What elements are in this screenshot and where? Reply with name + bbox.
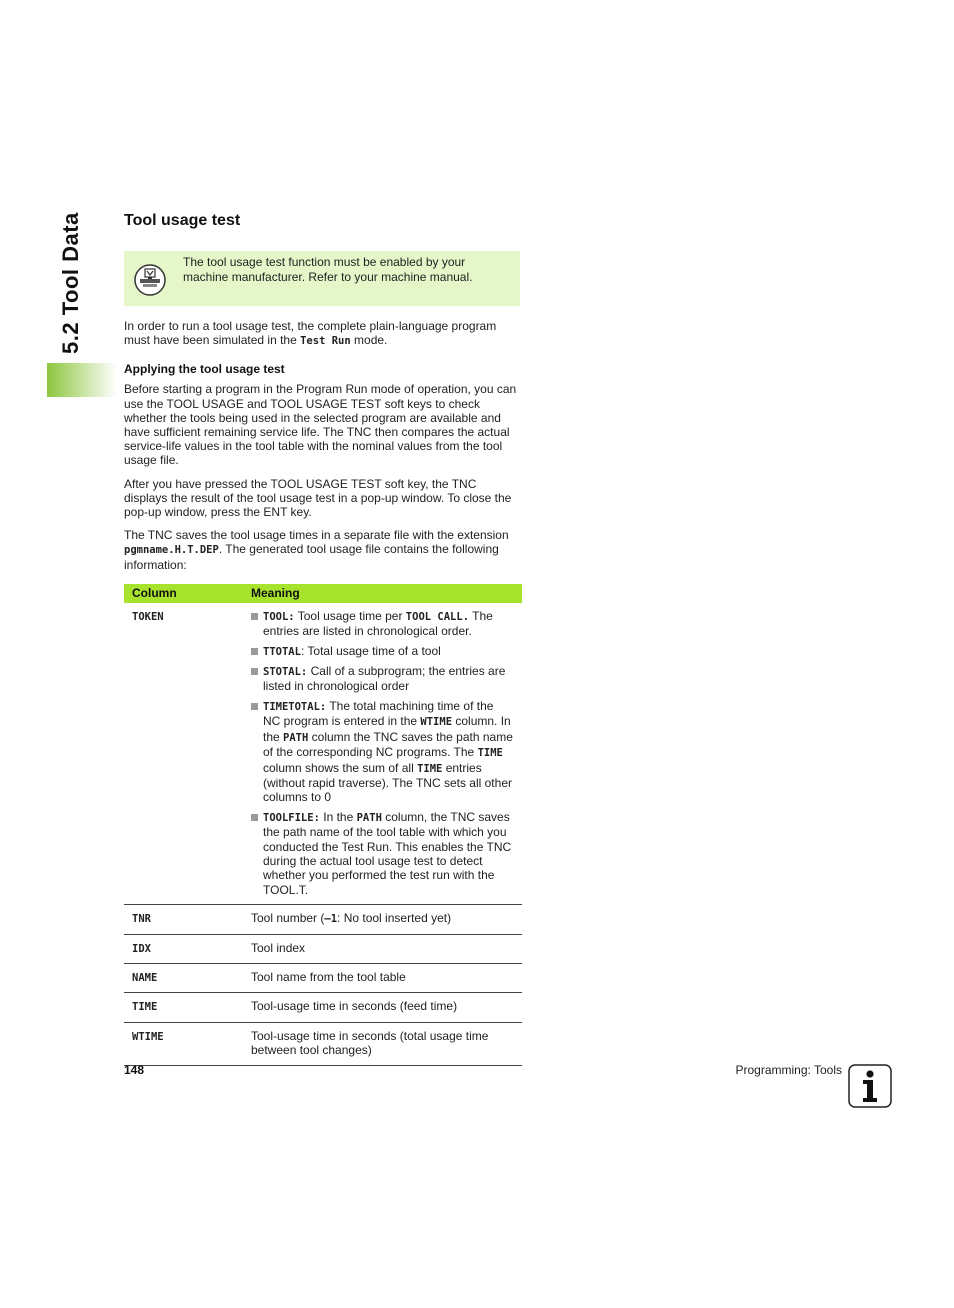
meaning-cell: Tool-usage time in seconds (feed time) bbox=[243, 993, 522, 1022]
column-header: Column bbox=[124, 584, 243, 603]
intro-paragraph: In order to run a tool usage test, the complete plain-language program must have been simulated in the Test Run mode. bbox=[124, 319, 497, 348]
column-name: TOKEN bbox=[132, 610, 164, 623]
page-number: 148 bbox=[124, 1063, 145, 1077]
table-row bbox=[124, 963, 522, 992]
meaning-cell: Tool-usage time in seconds (total usage time between tool changes) bbox=[243, 1022, 522, 1065]
note-text: The tool usage test function must be enabled by your machine manufacturer. Refer to your machine manual. bbox=[183, 255, 473, 284]
table-row bbox=[124, 993, 522, 1022]
table-row bbox=[124, 1022, 522, 1065]
meaning-cell: Tool name from the tool table bbox=[243, 963, 522, 992]
table-row bbox=[124, 905, 522, 934]
main-content bbox=[124, 210, 522, 1066]
list-item: TIMETOTAL: The total machining time of the NC program is entered in the WTIME column. In the PATH column the TNC saves the path name of the corresponding NC programs. The TIME column shows the sum of all TIME entries (without rapid traverse). The TNC sets all other columns to 0 bbox=[251, 699, 514, 805]
column-name: TNR bbox=[132, 913, 151, 926]
table-header-row bbox=[124, 584, 522, 603]
column-name: WTIME bbox=[132, 1030, 164, 1043]
meaning-cell: Tool number (–1: No tool inserted yet) bbox=[243, 905, 522, 934]
column-name: IDX bbox=[132, 942, 151, 955]
column-name: NAME bbox=[132, 971, 158, 984]
extension-code: pgmname.H.T.DEP bbox=[124, 544, 219, 557]
table-row bbox=[124, 934, 522, 963]
list-item: TOOL: Tool usage time per TOOL CALL. The entries are listed in chronological order. bbox=[251, 609, 514, 639]
meaning-header: Meaning bbox=[243, 584, 522, 603]
list-item: TTOTAL: Total usage time of a tool bbox=[251, 644, 514, 659]
chapter-footer: Programming: Tools bbox=[735, 1063, 842, 1077]
manufacturer-note bbox=[124, 251, 520, 306]
test-run-code: Test Run bbox=[300, 335, 351, 348]
chapter-side-title: 5.2 Tool Data bbox=[58, 212, 83, 354]
list-item: TOOLFILE: In the PATH column, the TNC saves the path name of the tool table with which you conducted the Test Run. This enables the TNC during the actual tool usage test to detect whether you performed the test run with the TOOL.T. bbox=[251, 810, 514, 897]
paragraph-2: After you have pressed the TOOL USAGE TEST soft key, the TNC displays the result of the tool usage test in a pop-up window. To close the pop-up window, press the ENT key. bbox=[124, 476, 512, 520]
paragraph-3: The TNC saves the tool usage times in a separate file with the extension pgmname.H.T.DEP. The generated tool usage file contains the following information: bbox=[124, 528, 509, 572]
machine-manufacturer-icon bbox=[134, 264, 166, 296]
table-row bbox=[124, 603, 522, 905]
subheading: Applying the tool usage test bbox=[124, 362, 285, 377]
tool-usage-table bbox=[124, 584, 522, 1066]
side-tab-marker bbox=[47, 363, 117, 397]
meaning-cell: Tool index bbox=[243, 934, 522, 963]
list-item: STOTAL: Call of a subprogram; the entries are listed in chronological order bbox=[251, 664, 514, 694]
paragraph-1: Before starting a program in the Program Run mode of operation, you can use the TOOL USAGE and TOOL USAGE TEST soft keys to check whether the tools being used in the selected program are available and have sufficient remaining service life. The TNC then compares the actual service-life values in the tool table with the nominal values from the tool usage file. bbox=[124, 382, 517, 468]
column-name: TIME bbox=[132, 1001, 158, 1014]
info-icon bbox=[848, 1064, 892, 1108]
section-title: Tool usage test bbox=[124, 212, 241, 229]
